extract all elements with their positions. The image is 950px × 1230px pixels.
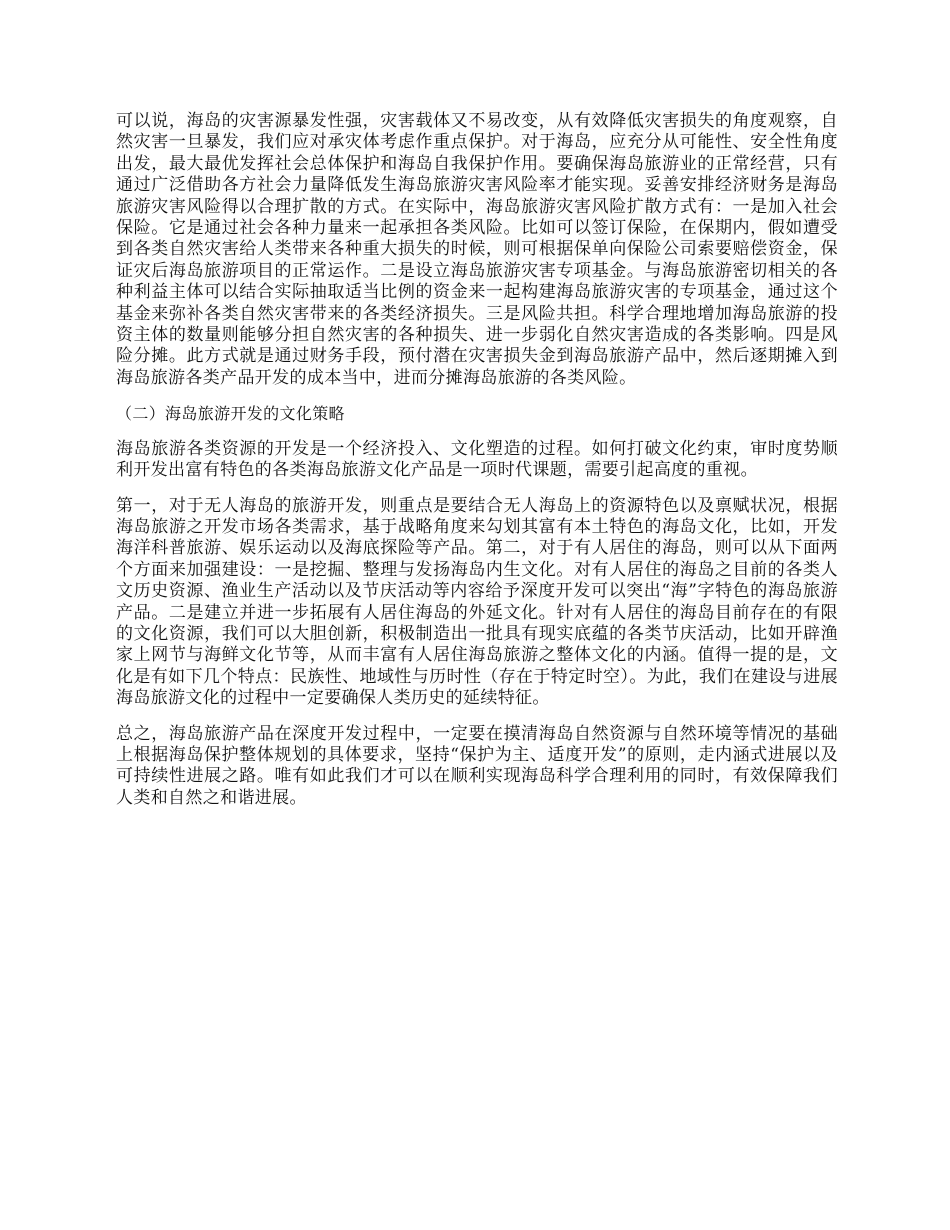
paragraph-culture-intro: 海岛旅游各类资源的开发是一个经济投入、文化塑造的过程。如何打破文化约束，审时度势顺利开发出富有特色的各类海岛旅游文化产品是一项时代课题，需要引起高度的重视。	[116, 438, 838, 481]
paragraph-disaster-risk: 可以说，海岛的灾害源暴发性强，灾害载体又不易改变，从有效降低灾害损失的角度观察，自然灾害一旦暴发，我们应对承灾体考虑作重点保护。对于海岛，应充分从可能性、安全性角度出发，最大最优发挥社会总体保护和海岛自我保护作用。要确保海岛旅游业的正常经营，只有通过广泛借助各方社会力量降低发生海岛旅游灾害风险率才能实现。妥善安排经济财务是海岛旅游灾害风险得以合理扩散的方式。在实际中，海岛旅游灾害风险扩散方式有：一是加入社会保险。它是通过社会各种力量来一起承担各类风险。比如可以签订保险，在保期内，假如遭受到各类自然灾害给人类带来各种重大损失的时候，则可根据保单向保险公司索要赔偿资金，保证灾后海岛旅游项目的正常运作。二是设立海岛旅游灾害专项基金。与海岛旅游密切相关的各种利益主体可以结合实际抽取适当比例的资金来一起构建海岛旅游灾害的专项基金，通过这个基金来弥补各类自然灾害带来的各类经济损失。三是风险共担。科学合理地增加海岛旅游的投资主体的数量则能够分担自然灾害的各种损失、进一步弱化自然灾害造成的各类影响。四是风险分摊。此方式就是通过财务手段，预付潜在灾害损失金到海岛旅游产品中，然后逐期摊入到海岛旅游各类产品开发的成本当中，进而分摊海岛旅游的各类风险。	[116, 111, 838, 388]
paragraph-conclusion: 总之，海岛旅游产品在深度开发过程中，一定要在摸清海岛自然资源与自然环境等情况的基础上根据海岛保护整体规划的具体要求，坚持“保护为主、适度开发”的原则，走内涵式进展以及可持续性进展之路。唯有如此我们才可以在顺利实现海岛科学合理利用的同时，有效保障我们人类和自然之和谐进展。	[116, 723, 838, 808]
document-body	[116, 111, 838, 823]
paragraph-culture-detail: 第一，对于无人海岛的旅游开发，则重点是要结合无人海岛上的资源特色以及禀赋状况，根据海岛旅游之开发市场各类需求，基于战略角度来勾划其富有本土特色的海岛文化，比如，开发海洋科普旅游、娱乐运动以及海底探险等产品。第二，对于有人居住的海岛，则可以从下面两个方面来加强建设：一是挖掘、整理与发扬海岛内生文化。对有人居住的海岛之目前的各类人文历史资源、渔业生产活动以及节庆活动等内容给予深度开发可以突出“海”字特色的海岛旅游产品。二是建立并进一步拓展有人居住海岛的外延文化。针对有人居住的海岛目前存在的有限的文化资源，我们可以大胆创新，积极制造出一批具有现实底蕴的各类节庆活动，比如开辟渔家上网节与海鲜文化节等，从而丰富有人居住海岛旅游之整体文化的内涵。值得一提的是，文化是有如下几个特点：民族性、地域性与历时性（存在于特定时空）。为此，我们在建设与进展海岛旅游文化的过程中一定要确保人类历史的延续特征。	[116, 495, 838, 709]
section-heading-culture-strategy: （二）海岛旅游开发的文化策略	[116, 404, 345, 424]
